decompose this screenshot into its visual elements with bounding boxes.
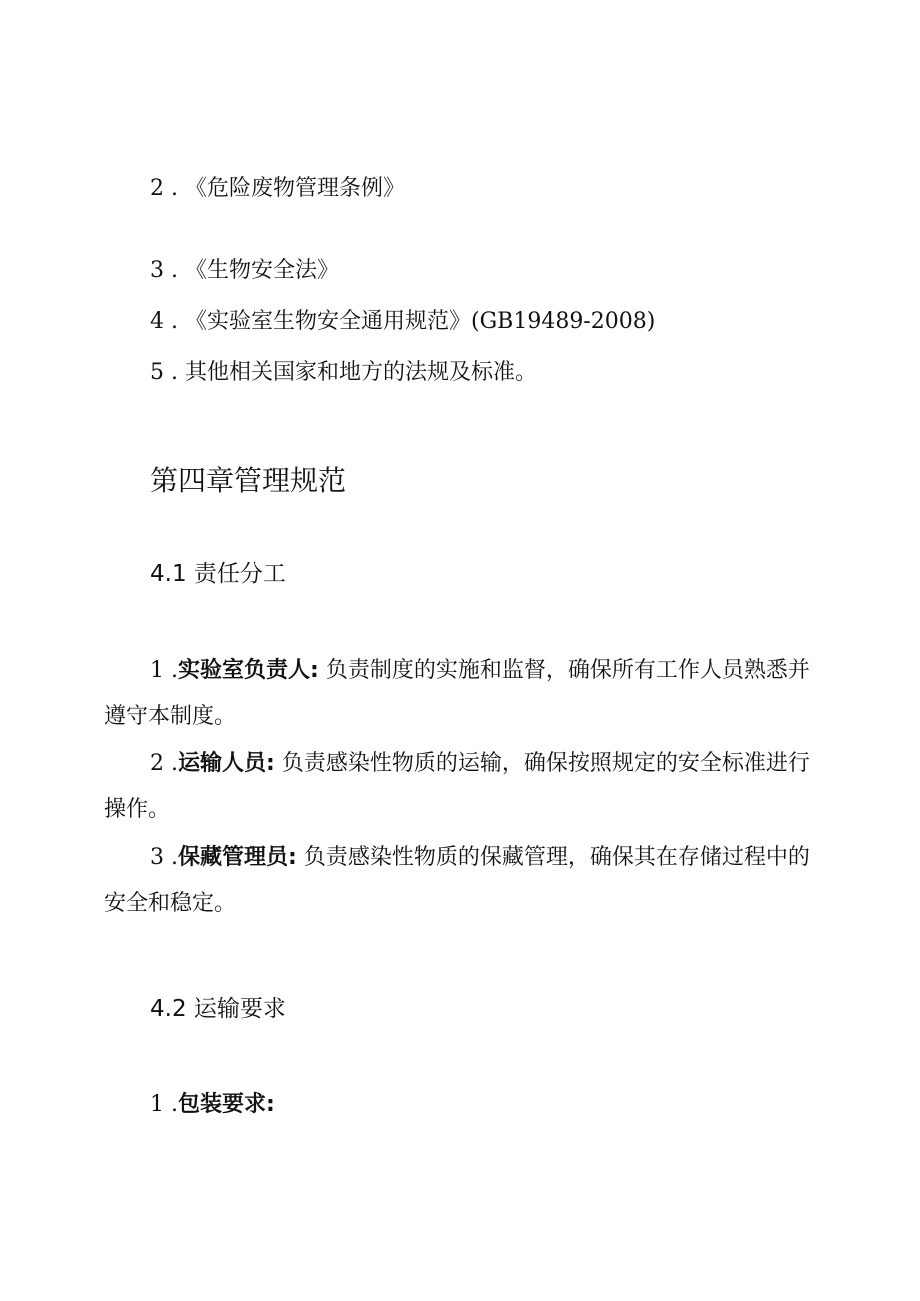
- item-number: 3: [150, 845, 164, 870]
- item-term: 保藏管理员:: [178, 845, 297, 870]
- item-text: 负责感染性物质的保藏管理，确保其在存储过程中的安全和稳定。: [104, 845, 810, 916]
- item-term: 运输人员:: [178, 751, 275, 776]
- law-item-text: 《危险废物管理条例》: [185, 176, 406, 201]
- section-title-4-2: 4.2 运输要求: [150, 996, 286, 1022]
- responsibility-item-3: [104, 835, 820, 927]
- item-separator: .: [171, 845, 178, 870]
- responsibility-item-1: [104, 648, 820, 740]
- law-item-2: [150, 174, 405, 204]
- law-item-separator: .: [171, 309, 178, 334]
- chapter-title: 第四章管理规范: [150, 464, 347, 497]
- section-title-4-1: 4.1 责任分工: [150, 561, 286, 587]
- item-separator: .: [171, 1092, 178, 1117]
- law-item-3: [150, 256, 339, 286]
- law-item-4: [150, 307, 655, 337]
- responsibility-item-2: [104, 741, 820, 833]
- law-item-separator: .: [171, 176, 178, 201]
- law-item-separator: .: [171, 360, 178, 385]
- item-term: 实验室负责人:: [178, 658, 319, 683]
- law-item-number: 2: [150, 176, 164, 201]
- law-item-text: 《生物安全法》: [185, 258, 340, 283]
- item-separator: .: [171, 751, 178, 776]
- law-item-number: 4: [150, 309, 164, 334]
- law-item-separator: .: [171, 258, 178, 283]
- item-separator: .: [171, 658, 178, 683]
- law-item-number: 5: [150, 360, 164, 385]
- item-text: 负责感染性物质的运输，确保按照规定的安全标准进行操作。: [104, 751, 810, 822]
- item-term: 包装要求:: [178, 1092, 275, 1117]
- item-number: 2: [150, 751, 164, 776]
- law-item-5: [150, 358, 537, 388]
- transport-item-1: [150, 1090, 275, 1120]
- item-text: 负责制度的实施和监督，确保所有工作人员熟悉并遵守本制度。: [104, 658, 810, 729]
- law-item-number: 3: [150, 258, 164, 283]
- item-number: 1: [150, 658, 164, 683]
- law-item-text: 其他相关国家和地方的法规及标准。: [185, 360, 538, 385]
- item-number: 1: [150, 1092, 164, 1117]
- law-item-text: 《实验室生物安全通用规范》(GB19489-2008): [185, 309, 656, 334]
